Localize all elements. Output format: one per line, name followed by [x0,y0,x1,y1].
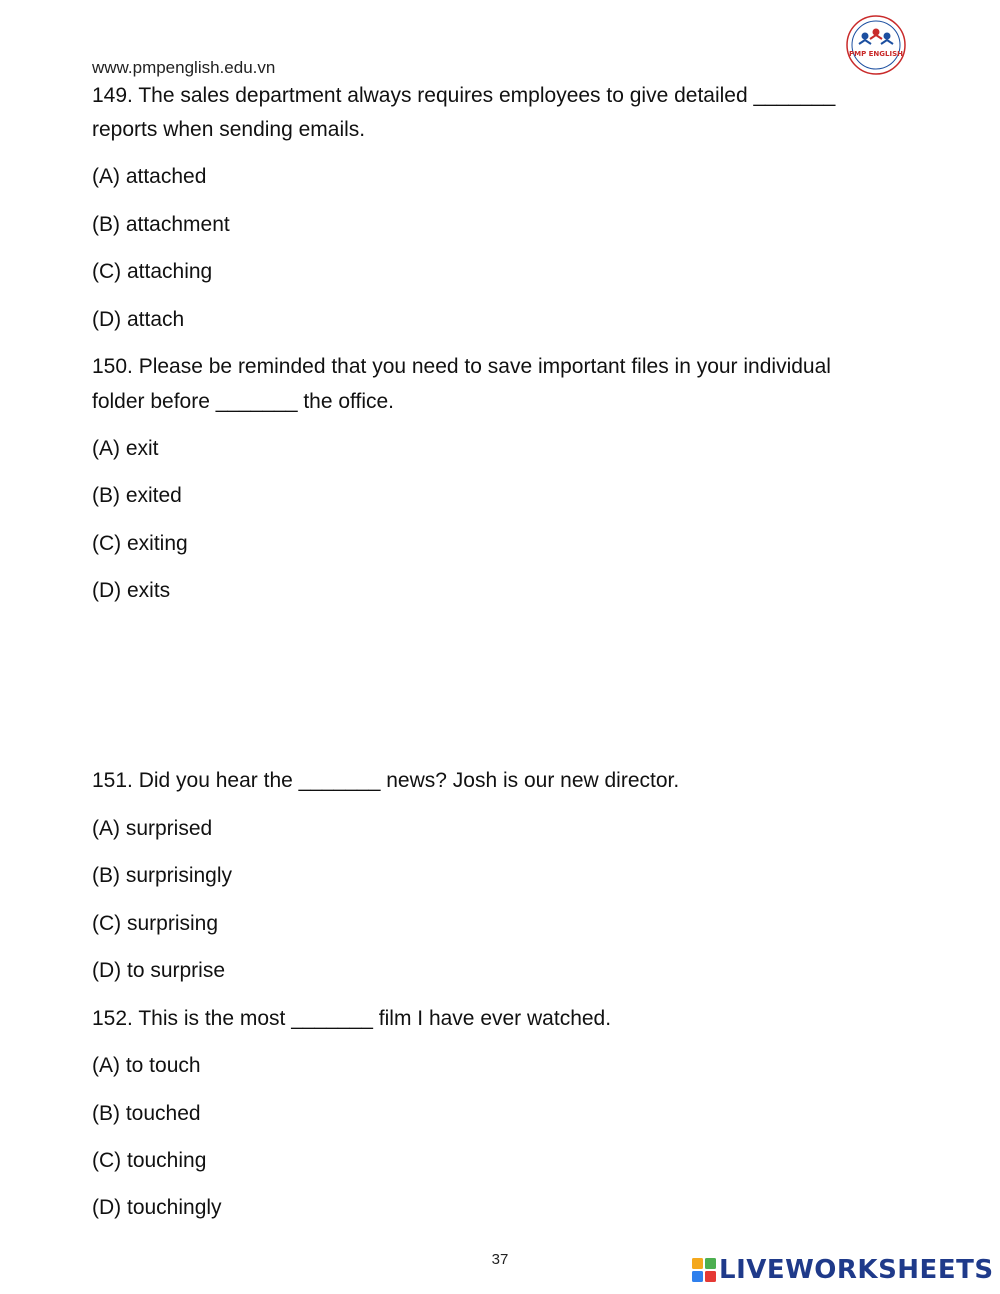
option-150-a: (A) exit [92,437,159,460]
option-149-c: (C) attaching [92,260,213,283]
option-151-b: (B) surprisingly [92,864,233,887]
question-150-text-line-1: 150. Please be reminded that you need to save important files in your individual [92,355,831,378]
question-149-text-line-2: reports when sending emails. [92,118,366,141]
question-150-text-line-2: folder before _______ the office. [92,390,395,413]
liveworksheets-brand [692,1253,994,1287]
option-150-b: (B) exited [92,484,182,507]
svg-text:PMP ENGLISH: PMP ENGLISH [848,50,904,58]
option-150-c: (C) exiting [92,532,188,555]
pmp-english-logo [845,14,907,76]
option-152-b: (B) touched [92,1102,201,1125]
option-150-d: (D) exits [92,579,171,602]
option-151-d: (D) to surprise [92,959,226,982]
option-152-c: (C) touching [92,1149,207,1172]
option-152-a: (A) to touch [92,1054,201,1077]
liveworksheets-wordmark: LIVEWORKSHEETS [719,1255,994,1285]
liveworksheets-icon [692,1258,716,1282]
question-151-text: 151. Did you hear the _______ news? Josh is our new director. [92,769,680,792]
option-149-b: (B) attachment [92,213,230,236]
page-number: 37 [491,1251,509,1268]
option-149-d: (D) attach [92,308,185,331]
site-url: www.pmpenglish.edu.vn [92,58,276,77]
option-151-c: (C) surprising [92,912,219,935]
option-149-a: (A) attached [92,165,207,188]
option-151-a: (A) surprised [92,817,213,840]
question-152-text: 152. This is the most _______ film I have ever watched. [92,1007,612,1030]
question-149-text-line-1: 149. The sales department always requires employees to give detailed _______ [92,84,836,107]
option-152-d: (D) touchingly [92,1196,222,1219]
